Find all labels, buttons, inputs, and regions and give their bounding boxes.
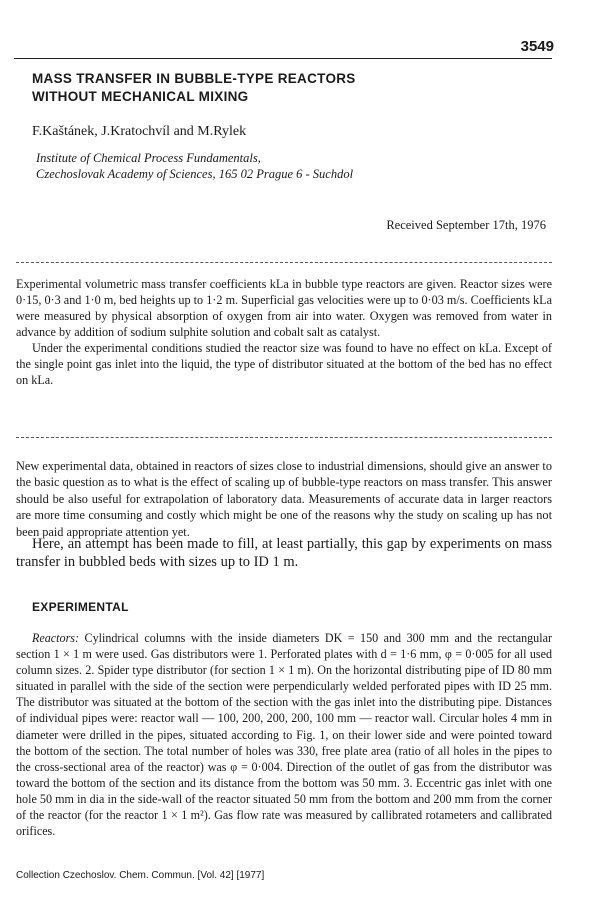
title-line-1: MASS TRANSFER IN BUBBLE-TYPE REACTORS <box>32 71 356 86</box>
abstract-bottom-divider <box>16 437 552 438</box>
intro-paragraph-2: Here, an attempt has been made to fill, at least partially, this gap by experiments on mass transfer in bubbled beds with sizes up to ID 1 m. <box>16 536 552 570</box>
experimental-paragraph <box>16 630 552 839</box>
header-rule <box>14 58 552 59</box>
title-line-2: WITHOUT MECHANICAL MIXING <box>32 89 249 104</box>
received-date: Received September 17th, 1976 <box>386 218 546 232</box>
experimental-body: Cylindrical columns with the inside diameters DK = 150 and 300 mm and the rectangular section 1 × 1 m were used. Gas distributors were 1. Perforated plates with d = 1·6 mm, φ = 0·005 for all used column sizes. 2. Spider type distributor (for section 1 × 1 m). On the horizontal distributing pipe of ID 80 mm situated in parallel with the side of the section were perpendicularly welded perforated pipes with ID 25 mm. The distributor was situated at the bottom of the section with the gas inlet into the distributing pipe. Distances of individual pipes were: reactor wall — 100, 200, 200, 200, 100 mm — reactor wall. Circular holes 4 mm in diameter were drilled in the pipes, situated according to Fig. 1, on their lower side and were pointed toward the bottom of the section. The total number of holes was 330, free plate area (ratio of all holes in the pipes to the cross-sectional area of the reactor) was φ = 0·004. Direction of the outlet of gas from the distributor was toward the bottom of the section and its distance from the bottom was 50 mm. 3. Eccentric gas inlet with one hole 50 mm in dia in the side-wall of the reactor situated 50 mm from the bottom and 200 mm from the corner of the reactor (for the reactor 1 × 1 m²). Gas flow rate was measured by callibrated rotameters and callibrated orifices. <box>16 631 552 839</box>
section-heading-experimental: EXPERIMENTAL <box>32 600 129 614</box>
authors: F.Kaštánek, J.Kratochvíl and M.Rylek <box>32 124 247 139</box>
experimental-lead: Reactors: <box>32 631 80 645</box>
affiliation <box>36 150 353 182</box>
article-title <box>32 70 452 106</box>
affiliation-line-1: Institute of Chemical Process Fundamentals, <box>36 151 261 165</box>
page-number: 3549 <box>520 38 554 55</box>
abstract-paragraph-1: Experimental volumetric mass transfer coefficients kLa in bubble type reactors are given. Reactor sizes were 0·15, 0·3 and 1·0 m, bed heights up to 1·2 m. Superficial gas velocities were up to 0·03 m/s. Coefficients kLa were measured by physical absorption of oxygen from air into water. Oxygen was removed from water in advance by addition of sodium sulphite solution and cobalt salt as catalyst. <box>16 277 552 339</box>
journal-citation: Collection Czechoslov. Chem. Commun. [Vol. 42] [1977] <box>16 870 265 881</box>
abstract <box>16 276 552 388</box>
intro-paragraph-1: New experimental data, obtained in reactors of sizes close to industrial dimensions, should give an answer to the basic question as to what is the effect of scaling up of bubble-type reactors on mass transfer. This answer should be also useful for extrapolation of laboratory data. Measurements of accurate data in larger reactors are more time consuming and costly which might be one of the reasons why the study on scaling up has not been paid appropriate attention yet. <box>16 459 552 539</box>
abstract-paragraph-2: Under the experimental conditions studied the reactor size was found to have no effect on kLa. Except of the single point gas inlet into the liquid, the type of distributor situated at the bottom of the bed has no effect on kLa. <box>16 341 552 387</box>
affiliation-line-2: Czechoslovak Academy of Sciences, 165 02 Prague 6 - Suchdol <box>36 167 354 181</box>
abstract-top-divider <box>16 262 552 263</box>
